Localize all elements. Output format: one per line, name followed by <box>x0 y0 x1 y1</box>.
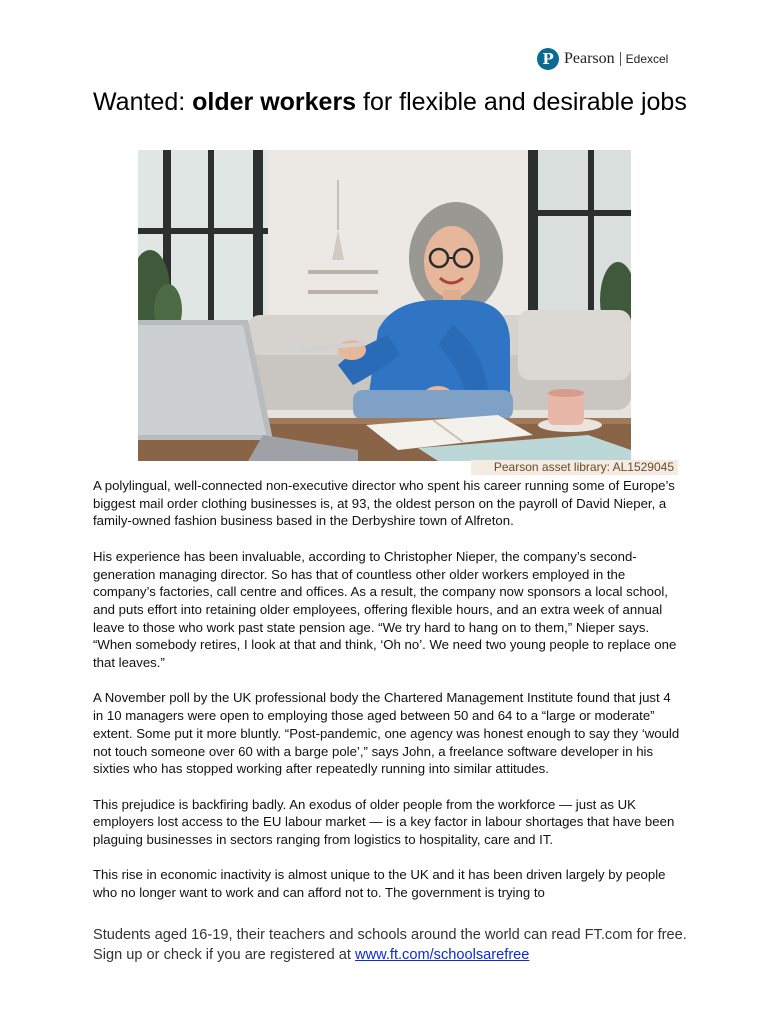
footer-text: Students aged 16-19, their teachers and schools around the world can read FT.com for free. Sign up or check if you are registered at <box>93 927 687 963</box>
pearson-edexcel-logo <box>537 46 668 72</box>
logo-sub: Edexcel <box>625 52 669 66</box>
logo-divider <box>620 52 621 66</box>
pearson-logo-icon: P <box>537 48 559 70</box>
headline-prefix: Wanted: <box>93 88 193 116</box>
headline-suffix: for flexible and desirable jobs <box>356 88 687 116</box>
ft-schools-footer <box>93 926 713 965</box>
article-paragraph: A November poll by the UK professional body the Chartered Management Institute found that just 4 in 10 managers were open to employing those aged between 50 and 64 to a “large or moderate” extent. Some put it more bluntly. “Post-pandemic, one agency was honest enough to say they ‘would not touch someone over 60 with a barge pole’,” says John, a freelance software developer in his sixties who has stopped working after repeatedly running into similar attitudes. <box>93 690 680 777</box>
article-paragraph: His experience has been invaluable, according to Christopher Nieper, the company’s second-generation managing director. So has that of countless other older workers employed in the company’s factories, call centre and offices. As a result, the company now sponsors a local school, and puts effort into retaining older employees, offering flexible hours, and an extra week of annual leave to those who work past state pension age. “We try hard to hang on to them,” Nieper says. “When somebody retires, I look at that and think, ‘Oh no’. We need two young people to replace one that leaves.” <box>93 548 677 671</box>
photo-illustration <box>138 150 631 461</box>
headline-bold: older workers <box>192 88 357 116</box>
article-photo <box>138 150 631 461</box>
article-paragraph: This rise in economic inactivity is almost unique to the UK and it has been driven largely by people who no longer want to work and can afford not to. The government is trying to <box>93 867 666 901</box>
article-paragraph: A polylingual, well-connected non-executive director who spent his career running some of Europe’s biggest mail order clothing businesses is, at 93, the oldest person on the payroll of David Nieper, a family-owned fashion business based in the Derbyshire town of Alfreton. <box>93 478 675 529</box>
article-paragraph: This prejudice is backfiring badly. An exodus of older people from the workforce — just as UK employers lost access to the EU labour market — is a key factor in labour shortages that have been plaguing businesses in sectors ranging from logistics to hospitality, care and IT. <box>93 796 675 848</box>
article-headline <box>93 86 693 118</box>
logo-brand: Pearson <box>564 50 615 67</box>
article-body <box>93 477 683 920</box>
photo-credit: Pearson asset library: AL1529045 <box>471 460 678 475</box>
schools-free-link[interactable]: www.ft.com/schoolsarefree <box>355 946 530 963</box>
